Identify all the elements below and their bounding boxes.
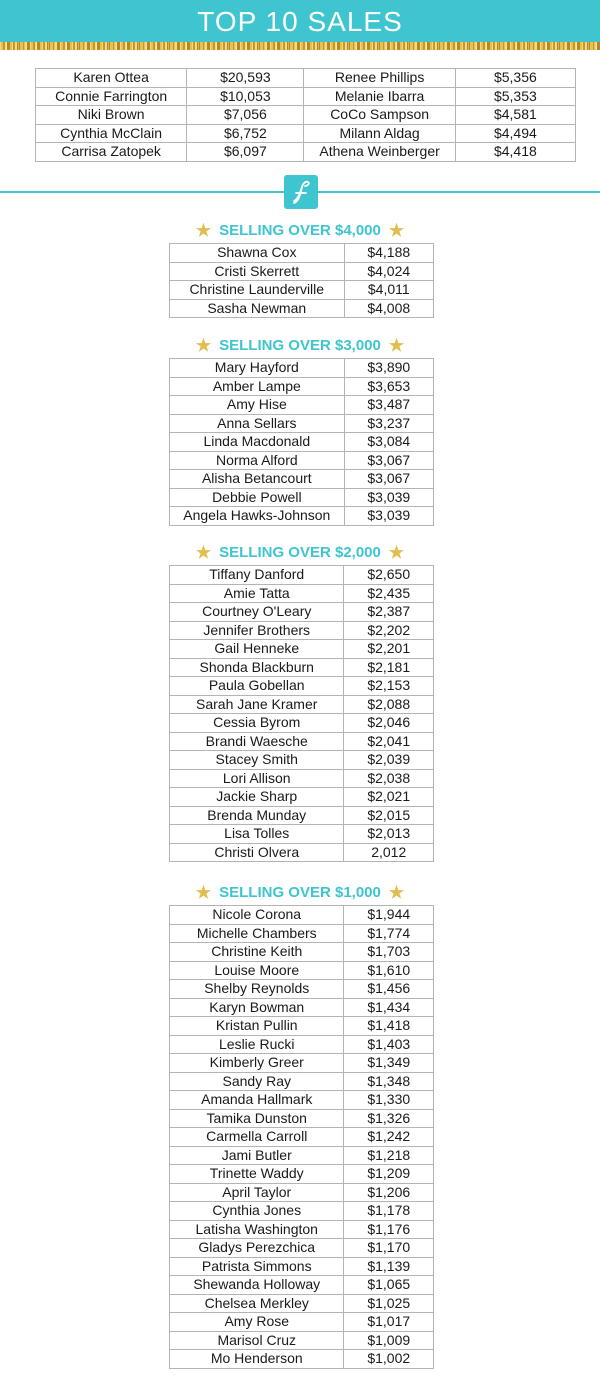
seller-name: Cristi Skerrett <box>170 262 345 281</box>
table-row <box>170 359 434 378</box>
table-row <box>170 1109 434 1128</box>
table-row <box>170 470 434 489</box>
section-heading-3000 <box>0 336 600 356</box>
seller-name: Cessia Byrom <box>170 714 344 733</box>
table-row <box>170 825 434 844</box>
sales-amount: $2,181 <box>344 658 434 677</box>
seller-name: Kristan Pullin <box>170 1017 344 1036</box>
sales-amount: $1,170 <box>344 1239 434 1258</box>
sales-amount: $1,418 <box>344 1017 434 1036</box>
sales-amount: $4,011 <box>344 281 433 300</box>
sales-amount: $1,206 <box>344 1183 434 1202</box>
table-row <box>170 299 434 318</box>
table-row <box>170 640 434 659</box>
seller-name: Anna Sellars <box>170 414 345 433</box>
seller-name: Jackie Sharp <box>170 788 344 807</box>
star-icon: ★ <box>195 336 212 355</box>
table-row <box>170 843 434 862</box>
seller-name: Shawna Cox <box>170 244 345 263</box>
table-row <box>170 584 434 603</box>
sales-amount: $1,139 <box>344 1257 434 1276</box>
sales-amount: $2,015 <box>344 806 434 825</box>
seller-name: Sasha Newman <box>170 299 345 318</box>
brand-logo-icon <box>284 175 318 209</box>
table-row <box>170 677 434 696</box>
sales-amount: $6,752 <box>187 124 304 143</box>
table-row <box>170 1146 434 1165</box>
sales-amount: $2,039 <box>344 751 434 770</box>
seller-name: Cynthia Jones <box>170 1202 344 1221</box>
table-row <box>36 124 576 143</box>
seller-name: Alisha Betancourt <box>170 470 345 489</box>
sales-amount: $4,024 <box>344 262 433 281</box>
sales-amount: $20,593 <box>187 69 304 88</box>
seller-name: Amber Lampe <box>170 377 345 396</box>
sales-amount: $2,088 <box>344 695 434 714</box>
sales-amount: $2,153 <box>344 677 434 696</box>
sales-amount: $1,349 <box>344 1054 434 1073</box>
table-row <box>170 961 434 980</box>
table-row <box>170 1017 434 1036</box>
table-row <box>170 714 434 733</box>
sales-amount: $3,067 <box>344 470 433 489</box>
table-row <box>170 414 434 433</box>
seller-name: Patrista Simmons <box>170 1257 344 1276</box>
section-heading-1000 <box>0 883 600 903</box>
seller-name: Shonda Blackburn <box>170 658 344 677</box>
table-row <box>170 603 434 622</box>
seller-name: Karen Ottea <box>36 69 187 88</box>
star-icon: ★ <box>388 883 405 902</box>
seller-name: Amanda Hallmark <box>170 1091 344 1110</box>
seller-name: Trinette Waddy <box>170 1165 344 1184</box>
table-row <box>36 69 576 88</box>
seller-name: Marisol Cruz <box>170 1331 344 1350</box>
sales-amount: $1,242 <box>344 1128 434 1147</box>
sales-amount: $2,021 <box>344 788 434 807</box>
seller-name: Kimberly Greer <box>170 1054 344 1073</box>
sales-amount: $1,017 <box>344 1313 434 1332</box>
sales-table-1000 <box>169 905 434 1369</box>
table-row <box>170 943 434 962</box>
seller-name: Connie Farrington <box>36 87 187 106</box>
star-icon: ★ <box>388 543 405 562</box>
sales-amount: $5,353 <box>455 87 575 106</box>
seller-name: Chelsea Merkley <box>170 1294 344 1313</box>
header-banner <box>0 0 600 42</box>
table-row <box>170 451 434 470</box>
sales-amount: $4,418 <box>455 143 575 162</box>
table-row <box>170 1091 434 1110</box>
seller-name: Sandy Ray <box>170 1072 344 1091</box>
sales-amount: $1,330 <box>344 1091 434 1110</box>
table-row <box>170 980 434 999</box>
sales-amount: $1,218 <box>344 1146 434 1165</box>
seller-name: Lori Allison <box>170 769 344 788</box>
seller-name: Jami Butler <box>170 1146 344 1165</box>
sales-amount: $5,356 <box>455 69 575 88</box>
star-icon: ★ <box>195 883 212 902</box>
seller-name: Leslie Rucki <box>170 1035 344 1054</box>
sales-amount: $1,403 <box>344 1035 434 1054</box>
table-row <box>170 1054 434 1073</box>
table-row <box>170 1035 434 1054</box>
sales-amount: $3,890 <box>344 359 433 378</box>
seller-name: Linda Macdonald <box>170 433 345 452</box>
sales-amount: $4,581 <box>455 106 575 125</box>
sales-amount: $6,097 <box>187 143 304 162</box>
seller-name: April Taylor <box>170 1183 344 1202</box>
sales-table-4000 <box>169 243 434 318</box>
table-row <box>170 1220 434 1239</box>
sales-amount: $1,348 <box>344 1072 434 1091</box>
seller-name: Michelle Chambers <box>170 924 344 943</box>
divider-line-left <box>0 191 284 193</box>
seller-name: Nicole Corona <box>170 906 344 925</box>
sales-amount: $2,013 <box>344 825 434 844</box>
seller-name: Carmella Carroll <box>170 1128 344 1147</box>
section-heading-2000 <box>0 543 600 563</box>
seller-name: Angela Hawks-Johnson <box>170 507 345 526</box>
table-row <box>170 507 434 526</box>
sales-amount: $2,201 <box>344 640 434 659</box>
seller-name: Brandi Waesche <box>170 732 344 751</box>
sales-amount: $4,188 <box>344 244 433 263</box>
seller-name: Shelby Reynolds <box>170 980 344 999</box>
seller-name: Latisha Washington <box>170 1220 344 1239</box>
table-row <box>170 924 434 943</box>
table-row <box>36 106 576 125</box>
seller-name: Norma Alford <box>170 451 345 470</box>
table-row <box>170 806 434 825</box>
table-row <box>36 87 576 106</box>
table-row <box>170 1276 434 1295</box>
page-title: TOP 10 SALES <box>197 6 403 37</box>
seller-name: Louise Moore <box>170 961 344 980</box>
sales-amount: $1,025 <box>344 1294 434 1313</box>
table-row <box>170 244 434 263</box>
sales-amount: $3,237 <box>344 414 433 433</box>
seller-name: Lisa Tolles <box>170 825 344 844</box>
section-title: SELLING OVER $3,000 <box>219 337 381 354</box>
sales-amount: $1,209 <box>344 1165 434 1184</box>
seller-name: Brenda Munday <box>170 806 344 825</box>
sales-amount: $1,178 <box>344 1202 434 1221</box>
seller-name: Sarah Jane Kramer <box>170 695 344 714</box>
table-row <box>170 1239 434 1258</box>
sales-amount: $1,944 <box>344 906 434 925</box>
table-row <box>170 488 434 507</box>
sales-amount: $1,774 <box>344 924 434 943</box>
sales-amount: $10,053 <box>187 87 304 106</box>
sales-amount: $3,067 <box>344 451 433 470</box>
table-row <box>170 262 434 281</box>
sales-table-2000 <box>169 565 434 862</box>
top-10-sales-table <box>35 68 576 162</box>
seller-name: Tamika Dunston <box>170 1109 344 1128</box>
sales-amount: $2,650 <box>344 566 434 585</box>
sales-amount: $1,065 <box>344 1276 434 1295</box>
star-icon: ★ <box>195 543 212 562</box>
table-row <box>170 751 434 770</box>
table-row <box>170 433 434 452</box>
seller-name: Tiffany Danford <box>170 566 344 585</box>
seller-name: Amie Tatta <box>170 584 344 603</box>
seller-name: Melanie Ibarra <box>304 87 455 106</box>
seller-name: CoCo Sampson <box>304 106 455 125</box>
section-heading-4000 <box>0 221 600 241</box>
table-row <box>170 695 434 714</box>
seller-name: Athena Weinberger <box>304 143 455 162</box>
table-row <box>170 1257 434 1276</box>
section-title: SELLING OVER $4,000 <box>219 222 381 239</box>
table-row <box>170 1313 434 1332</box>
seller-name: Christine Keith <box>170 943 344 962</box>
sales-amount: $2,041 <box>344 732 434 751</box>
seller-name: Carrisa Zatopek <box>36 143 187 162</box>
sales-amount: $3,084 <box>344 433 433 452</box>
sales-amount: $2,435 <box>344 584 434 603</box>
table-row <box>170 1331 434 1350</box>
sales-amount: $1,002 <box>344 1350 434 1369</box>
seller-name: Debbie Powell <box>170 488 345 507</box>
table-row <box>170 621 434 640</box>
seller-name: Christi Olvera <box>170 843 344 862</box>
seller-name: Stacey Smith <box>170 751 344 770</box>
seller-name: Courtney O'Leary <box>170 603 344 622</box>
table-row <box>170 396 434 415</box>
seller-name: Milann Aldag <box>304 124 455 143</box>
table-row <box>170 377 434 396</box>
sales-amount: $2,202 <box>344 621 434 640</box>
star-icon: ★ <box>195 221 212 240</box>
table-row <box>36 143 576 162</box>
section-title: SELLING OVER $1,000 <box>219 884 381 901</box>
sales-amount: $1,176 <box>344 1220 434 1239</box>
table-row <box>170 1072 434 1091</box>
seller-name: Amy Hise <box>170 396 345 415</box>
sales-amount: 2,012 <box>344 843 434 862</box>
seller-name: Amy Rose <box>170 1313 344 1332</box>
table-row <box>170 906 434 925</box>
table-row <box>170 788 434 807</box>
sales-amount: $4,494 <box>455 124 575 143</box>
seller-name: Mo Henderson <box>170 1350 344 1369</box>
sales-amount: $2,387 <box>344 603 434 622</box>
sales-amount: $1,009 <box>344 1331 434 1350</box>
table-row <box>170 1128 434 1147</box>
sales-amount: $1,326 <box>344 1109 434 1128</box>
table-row <box>170 1183 434 1202</box>
seller-name: Shewanda Holloway <box>170 1276 344 1295</box>
seller-name: Jennifer Brothers <box>170 621 344 640</box>
seller-name: Niki Brown <box>36 106 187 125</box>
sales-table-3000 <box>169 358 434 526</box>
table-row <box>170 658 434 677</box>
seller-name: Gail Henneke <box>170 640 344 659</box>
divider-line-right <box>318 191 600 193</box>
sales-amount: $4,008 <box>344 299 433 318</box>
seller-name: Mary Hayford <box>170 359 345 378</box>
table-row <box>170 566 434 585</box>
section-title: SELLING OVER $2,000 <box>219 544 381 561</box>
star-icon: ★ <box>388 336 405 355</box>
table-row <box>170 1350 434 1369</box>
table-row <box>170 732 434 751</box>
sales-amount: $1,456 <box>344 980 434 999</box>
star-icon: ★ <box>388 221 405 240</box>
gold-glitter-border <box>0 42 600 50</box>
seller-name: Cynthia McClain <box>36 124 187 143</box>
sales-amount: $2,046 <box>344 714 434 733</box>
sales-amount: $1,610 <box>344 961 434 980</box>
table-row <box>170 1294 434 1313</box>
seller-name: Renee Phillips <box>304 69 455 88</box>
table-row <box>170 1165 434 1184</box>
seller-name: Christine Launderville <box>170 281 345 300</box>
seller-name: Paula Gobellan <box>170 677 344 696</box>
sales-amount: $3,653 <box>344 377 433 396</box>
table-row <box>170 769 434 788</box>
sales-amount: $3,039 <box>344 488 433 507</box>
table-row <box>170 1202 434 1221</box>
sales-amount: $1,434 <box>344 998 434 1017</box>
sales-amount: $1,703 <box>344 943 434 962</box>
table-row <box>170 281 434 300</box>
sales-amount: $3,039 <box>344 507 433 526</box>
sales-amount: $2,038 <box>344 769 434 788</box>
seller-name: Gladys Perezchica <box>170 1239 344 1258</box>
sales-amount: $7,056 <box>187 106 304 125</box>
seller-name: Karyn Bowman <box>170 998 344 1017</box>
sales-amount: $3,487 <box>344 396 433 415</box>
table-row <box>170 998 434 1017</box>
